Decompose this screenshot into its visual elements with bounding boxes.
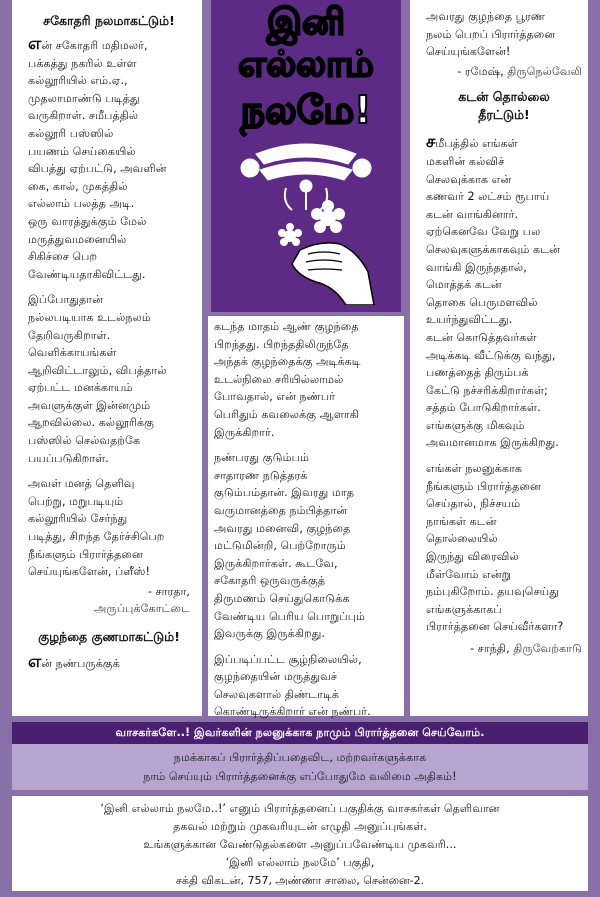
praying-hand-flowers-illustration <box>236 140 376 305</box>
text-line: செய்தால், நிச்சயம் <box>426 497 521 511</box>
right-heading-line-2: தீரட்டும்! <box>478 107 530 123</box>
text-line: ஒரு வாரத்துக்கும் மேல் <box>28 214 147 228</box>
text-line: தேறிவருகிறாள். <box>28 328 111 342</box>
text-line: எங்களுக்காகப் <box>426 602 502 616</box>
left-heading-2: குழந்தை குணமாகட்டும்! <box>38 629 180 644</box>
middle-column <box>208 316 404 719</box>
text-line: இப்படிப்பட்ட சூழ்நிலையில், <box>214 652 362 666</box>
text-line: எல்லாம் பலத்த அடி. <box>28 197 135 211</box>
left-paragraph-4 <box>28 654 190 673</box>
text-line: ன் சகோதரி மதிமலர், <box>41 39 148 52</box>
text-line: பெற்று, மறுபடியும் <box>28 494 124 508</box>
text-line: பயப்படுகிறாள். <box>28 451 109 465</box>
signature-place: திருவேற்காடு <box>513 642 582 655</box>
text-line: செலவுகளால் திண்டாடிக் <box>214 687 340 701</box>
signature <box>426 63 582 81</box>
text-line: அவரது மனைவி, குழந்தை <box>214 521 351 535</box>
text-line: இருந்து விரைவில் <box>426 550 519 564</box>
text-line: அடிக்கடி வீட்டுக்கு வந்து, <box>426 348 556 362</box>
left-heading: சகோதரி நலமாகட்டும்! <box>43 13 175 28</box>
text-line: கல்லூரி பஸ்ஸில் <box>28 126 114 140</box>
postal-address: சக்தி விகடன், 757, அண்ணா சாலை, சென்னை-2. <box>175 874 425 887</box>
text-line: நண்பரது குடும்பம் <box>214 451 309 465</box>
text-line: சாதாரண நடுத்தரக் <box>214 468 308 482</box>
quote-line-1: நமக்காகப் பிரார்த்திப்பதைவிட, மற்றவர்களுக்காக <box>173 751 427 764</box>
right-paragraph-2 <box>426 460 582 636</box>
text-line: பெரிதும் கவலைக்கு ஆளாகி <box>214 407 359 421</box>
text-line: உயர்ந்துவிட்டது. <box>426 313 513 327</box>
text-line: மருத்துவமனையில் <box>28 232 127 246</box>
text-line: செய்யுங்களேன், ப்ளீஸ்! <box>28 565 150 579</box>
text-line: பயணம் செய்கையில் <box>28 144 136 158</box>
left-paragraph-3 <box>28 475 190 581</box>
text-line: அவரது குழந்தை பூரண <box>426 10 546 23</box>
text-line: ஏற்பட்ட மனக்காயம் <box>28 381 133 395</box>
text-line: பிறந்தது. பிறந்ததிலிருந்தே <box>214 337 349 351</box>
text-line: கேட்டு நச்சரிக்கிறார்கள்; <box>426 383 548 397</box>
drop-cap: எ <box>28 34 42 54</box>
text-line: குழந்தையின் மருத்துவச் <box>214 670 338 684</box>
text-line: செய்யுங்களேன்! <box>426 45 511 59</box>
text-line: எங்கள் நலனுக்காக <box>426 462 523 476</box>
text-line: மொத்தக் கடன் <box>426 278 502 292</box>
title-line-1: இனி <box>266 2 346 43</box>
text-line: நம்புகிறோம். தயவுசெய்து <box>426 585 559 599</box>
text-line: வாங்கி இருந்ததால், <box>426 260 527 274</box>
info-line-3: உங்களுக்கான வேண்டுதல்களை அனுப்பவேண்டிய முகவரி... <box>143 838 457 851</box>
text-line: ஏற்கெனவே வேறு பல <box>426 225 541 239</box>
submission-info <box>12 796 588 891</box>
text-line: போவதால், என் நண்பர் <box>214 390 336 404</box>
signature-name: - ரமேஷ், <box>457 64 504 78</box>
text-line: மீள்வோம் என்று <box>426 567 512 581</box>
text-line: பிரார்த்தனை செய்வீர்களா? <box>426 620 564 634</box>
text-line: ஆறிவிட்டாலும், விபத்தால் <box>28 363 167 377</box>
title-line-2: எல்லாம் <box>238 44 374 85</box>
text-line: அவளுக்குள் இன்னமும் <box>28 398 151 412</box>
text-line: கடன் கொடுத்தவர்கள் <box>426 330 537 344</box>
drop-cap: ச <box>426 132 436 153</box>
info-line-2: தகவல் மற்றும் முகவரியுடன் எழுதி அனுப்புங்கள். <box>173 820 427 833</box>
appeal-banner: வாசகர்களே..! இவர்களின் நலனுக்காக நாமும் பிரார்த்தனை செய்வோம். <box>12 722 588 744</box>
text-line: கை, கால், முகத்தில் <box>28 179 128 193</box>
signature-name: - சாரதா, <box>147 584 190 598</box>
text-line: மகளின் கல்விச் <box>426 154 505 168</box>
text-line: நலம் பெறப் பிரார்த்தனை <box>426 27 556 41</box>
signature-place: அருப்புக்கோட்டை <box>94 602 190 616</box>
text-line: இப்போதுதான் <box>28 293 104 307</box>
right-paragraph-0 <box>426 8 582 61</box>
left-paragraph-1 <box>28 36 190 283</box>
title-line-3: நலமே! <box>240 88 372 132</box>
text-line: தொகை பெருமளவில் <box>426 295 538 309</box>
middle-paragraph-1 <box>214 318 400 441</box>
text-line: வருகிறாள். சமீபத்தில் <box>28 109 139 123</box>
text-line: கல்லூரியில் சேர்ந்து <box>28 512 128 526</box>
text-line: மட்டுமின்றி, பெற்றோரும் <box>214 539 346 553</box>
text-line: சிகிச்சை பெற <box>28 250 98 264</box>
title-box <box>211 0 401 312</box>
text-line: படித்து, சிறந்த தேர்ச்சிபெற <box>28 530 165 544</box>
signature <box>426 640 582 658</box>
quote-line-2: நாம் செய்யும் பிரார்த்தனைக்கு எப்போதுமே வலிமை அதிகம்! <box>143 770 457 783</box>
signature-name: - சாந்தி, <box>470 642 510 655</box>
text-line: வருமானத்தை நம்பித்தான் <box>214 503 348 517</box>
text-line: கல்லூரியில் எம்.ஏ., <box>28 74 128 88</box>
right-paragraph-1 <box>426 134 582 452</box>
text-line: அவள் மனத் தெளிவு <box>28 477 135 491</box>
text-line: முதலாமாண்டு படித்து <box>28 91 140 105</box>
text-line: கடன் வாங்கினார். <box>426 207 519 221</box>
quote-box <box>12 744 588 790</box>
text-line: ஆறவில்லை. கல்லூரிக்கு <box>28 416 154 430</box>
text-line: செலவுக்காக என் <box>426 172 512 186</box>
text-line: விபத்து ஏற்பட்டு, அவளின் <box>28 162 167 176</box>
text-line: இருக்கிறார். <box>214 425 275 439</box>
info-line-1: ‘இனி எல்லாம் நலமே..!’ எனும் பிரார்த்தனைப் பகுதிக்கு வாசகர்கள் தெளிவான <box>100 802 500 815</box>
middle-paragraph-3 <box>214 651 400 721</box>
text-line: ன் நண்பருக்குக் <box>41 657 120 670</box>
left-paragraph-2 <box>28 291 190 467</box>
text-line: வெளிக்காயங்கள் <box>28 346 117 360</box>
text-line: தொல்லையில் <box>426 532 498 546</box>
text-line: செலவுகளுக்காகவும் கடன் <box>426 242 560 256</box>
text-line: திருமணம் செய்துகொடுக்க <box>214 591 350 605</box>
text-line: அவமானமாக இருக்கிறது. <box>426 436 559 450</box>
text-line: பஸ்ஸில் செல்வதற்கே <box>28 434 141 448</box>
signature-place: திருநெல்வேலி <box>507 64 582 78</box>
text-line: எங்களுக்கு மிகவும் <box>426 418 525 432</box>
right-column <box>410 0 588 716</box>
text-line: நீங்களும் பிரார்த்தனை <box>28 547 143 561</box>
info-line-4: ‘இனி எல்லாம் நலமே’ பகுதி, <box>225 856 375 869</box>
text-line: அந்தக் குழந்தைக்கு அடிக்கடி <box>214 355 361 369</box>
text-line: இருக்கிறார்கள். கூடவே, <box>214 556 338 570</box>
text-line: பணத்தைத் திரும்பக் <box>426 366 529 380</box>
text-line: நீங்களும் பிரார்த்தனை <box>426 479 541 493</box>
text-line: கொண்டிருக்கிறார் என் நண்பர். <box>214 705 371 719</box>
text-line: வேண்டிய பெரிய பொறுப்பும் <box>214 609 366 623</box>
middle-paragraph-2 <box>214 449 400 643</box>
text-line: சத்தம் போடுகிறார்கள். <box>426 401 541 415</box>
right-heading-line-1: கடன் தொல்லை <box>458 89 550 105</box>
text-line: உடல்நிலை சரியில்லாமல் <box>214 372 344 386</box>
text-line: கணவர் 2 லட்சம் ரூபாய் <box>426 190 550 204</box>
drop-cap: எ <box>28 652 42 672</box>
text-line: கடந்த மாதம் ஆண் குழந்தை <box>214 320 359 333</box>
text-line: நாங்கள் கடன் <box>426 514 497 528</box>
text-line: நல்லபடியாக உடல்நலம் <box>28 310 151 324</box>
text-line: மீபத்தில் எங்கள் <box>435 137 518 151</box>
text-line: பக்கத்து நகரில் உள்ள <box>28 56 137 70</box>
text-line: குடும்பம்தான். இவரது மாத <box>214 486 355 500</box>
text-line: சகோதரி ஒருவருக்குத் <box>214 574 326 588</box>
text-line: வேண்டியதாகிவிட்டது. <box>28 267 146 281</box>
text-line: இவருக்கு இருக்கிறது. <box>214 627 325 641</box>
left-column <box>12 0 202 716</box>
